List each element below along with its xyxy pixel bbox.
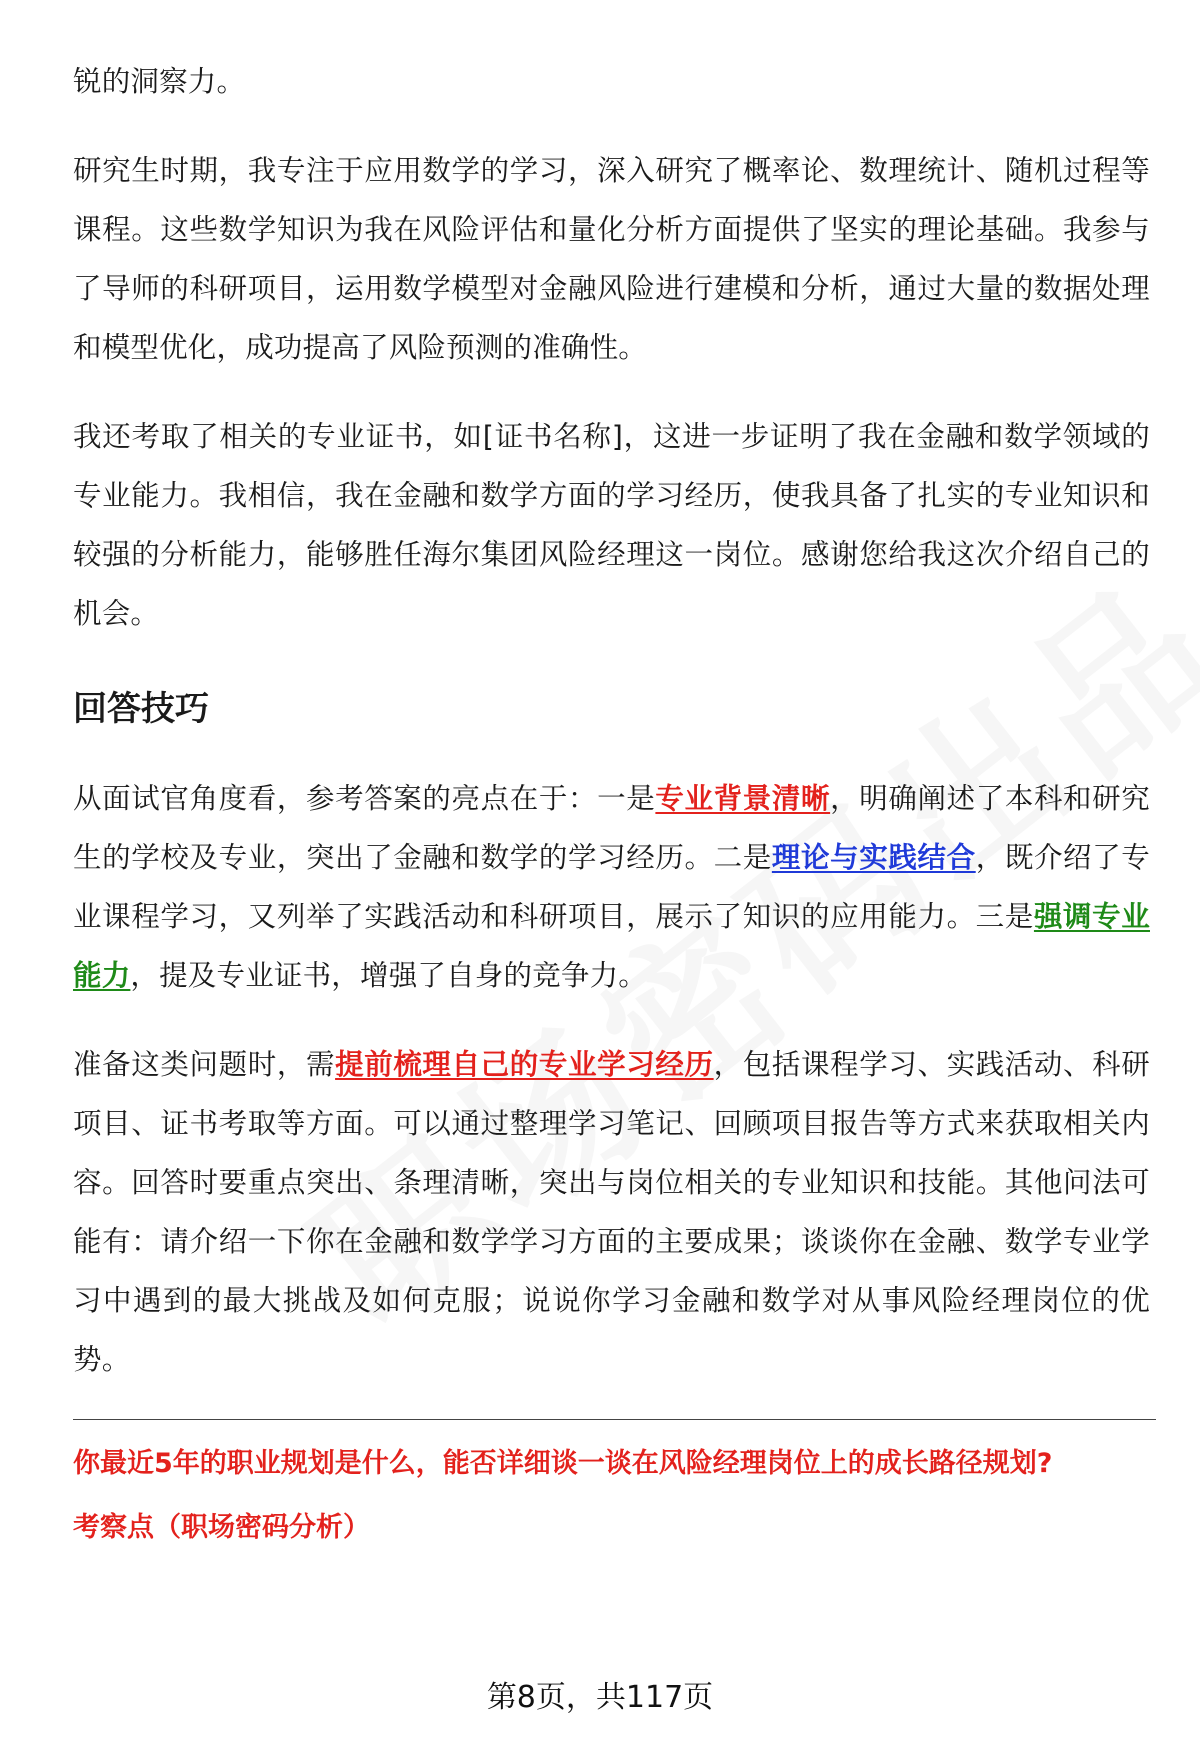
paragraph-graduate-study: 研究生时期，我专注于应用数学的学习，深入研究了概率论、数理统计、随机过程等课程。这些数学知识为我在风险评估和量化分析方面提供了坚实的理论基础。我参与了导师的科研项目，运用数学模型对金融风险进行建模和分析，通过大量的数据处理和模型优化，成功提高了风险预测的准确性。	[73, 154, 1150, 364]
paragraph-tips-highlights	[73, 769, 1150, 1005]
tips-text: ，既介绍了专业课程学习，又列举了实践活动和科研项目，展示了知识的应用能力。三是	[73, 841, 1150, 933]
highlight-professional-ability: 强调专业能力	[73, 900, 1150, 992]
highlight-theory-practice: 理论与实践结合	[771, 841, 976, 874]
next-question: 你最近5年的职业规划是什么，能否详细谈一谈在风险经理岗位上的成长路径规划?	[73, 1448, 1053, 1479]
tips-text: 准备这类问题时，需	[73, 1048, 336, 1081]
paragraph-tips-preparation	[73, 1035, 1150, 1389]
tips-text: ，明确阐述了本科和研究生的学校及专业，突出了金融和数学的学习经历。二是	[73, 782, 1150, 874]
section-divider	[73, 1419, 1156, 1420]
highlight-organize-experience: 提前梳理自己的专业学习经历	[335, 1048, 714, 1081]
tips-text: ，提及专业证书，增强了自身的竞争力。	[130, 959, 648, 992]
page-number-footer: 第8页，共117页	[486, 1680, 714, 1715]
tips-text: 从面试官角度看，参考答案的亮点在于：一是	[73, 782, 656, 815]
next-subhead: 考察点（职场密码分析）	[73, 1512, 370, 1543]
section-title-answer-tips: 回答技巧	[73, 689, 209, 729]
tips-text: ，包括课程学习、实践活动、科研项目、证书考取等方面。可以通过整理学习笔记、回顾项目报告等方式来获取相关内容。回答时要重点突出、条理清晰，突出与岗位相关的专业知识和技能。其他问法可能有：请介绍一下你在金融和数学学习方面的主要成果；谈谈你在金融、数学专业学习中遇到的最大挑战及如何克服；说说你学习金融和数学对从事风险经理岗位的优势。	[73, 1048, 1150, 1376]
paragraph-continuation: 锐的洞察力。	[73, 65, 246, 98]
highlight-professional-background: 专业背景清晰	[655, 782, 831, 815]
document-page	[73, 52, 1150, 1548]
paragraph-certificates: 我还考取了相关的专业证书，如[证书名称]，这进一步证明了我在金融和数学领域的专业能力。我相信，我在金融和数学方面的学习经历，使我具备了扎实的专业知识和较强的分析能力，能够胜任海尔集团风险经理这一岗位。感谢您给我这次介绍自己的机会。	[73, 420, 1150, 630]
